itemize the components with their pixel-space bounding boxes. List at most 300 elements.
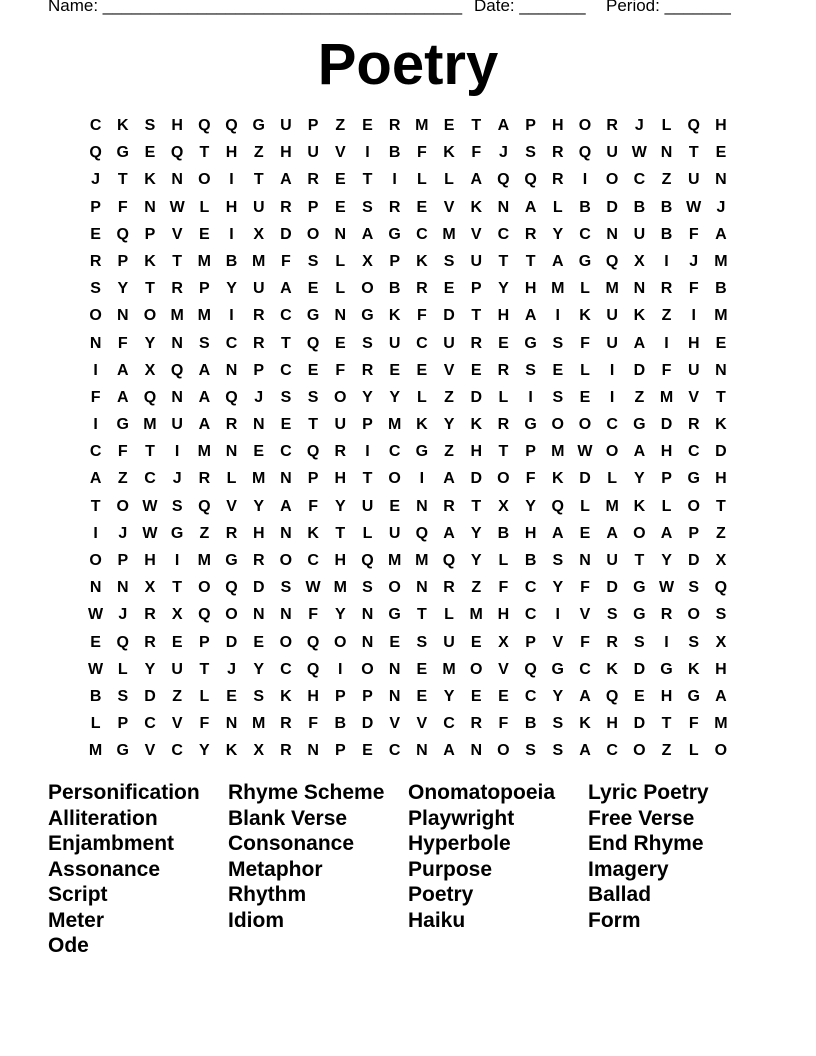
grid-letter[interactable]: T <box>199 144 210 162</box>
grid-letter[interactable]: O <box>334 388 347 406</box>
grid-letter[interactable]: I <box>93 361 98 379</box>
grid-letter[interactable]: A <box>552 252 564 270</box>
grid-letter[interactable]: Q <box>306 334 320 352</box>
grid-letter[interactable]: I <box>609 361 615 379</box>
grid-letter[interactable]: E <box>416 198 428 216</box>
grid-letter[interactable]: W <box>142 497 158 515</box>
grid-letter[interactable]: H <box>524 524 537 542</box>
grid-letter[interactable]: Z <box>253 144 264 162</box>
grid-letter[interactable]: T <box>253 171 264 189</box>
grid-letter[interactable]: N <box>497 198 510 216</box>
grid-letter[interactable]: M <box>143 416 157 434</box>
grid-letter[interactable]: V <box>470 225 482 243</box>
grid-letter[interactable]: P <box>525 633 536 651</box>
grid-letter[interactable]: U <box>606 552 618 569</box>
grid-letter[interactable]: T <box>716 497 726 515</box>
grid-letter[interactable]: Y <box>443 416 455 434</box>
grid-letter[interactable]: W <box>577 443 593 461</box>
grid-letter[interactable]: Q <box>306 633 320 651</box>
grid-letter[interactable]: G <box>551 660 564 678</box>
grid-letter[interactable]: Y <box>389 388 400 406</box>
grid-letter[interactable]: C <box>144 715 156 733</box>
grid-letter[interactable]: S <box>688 579 700 597</box>
grid-letter[interactable]: L <box>199 198 210 216</box>
grid-letter[interactable]: U <box>388 334 401 352</box>
grid-letter[interactable]: K <box>715 416 727 434</box>
grid-letter[interactable]: Q <box>361 552 374 569</box>
grid-letter[interactable]: Y <box>334 497 346 515</box>
grid-letter[interactable]: C <box>416 334 428 352</box>
grid-letter[interactable]: N <box>388 660 401 678</box>
grid-letter[interactable]: S <box>253 687 265 705</box>
grid-letter[interactable]: A <box>633 443 646 461</box>
grid-letter[interactable]: H <box>171 117 183 134</box>
grid-letter[interactable]: I <box>555 606 560 624</box>
grid-letter[interactable]: T <box>362 171 373 189</box>
grid-letter[interactable]: E <box>90 225 101 243</box>
grid-letter[interactable]: H <box>497 606 510 624</box>
grid-letter[interactable]: F <box>580 633 590 651</box>
grid-letter[interactable]: M <box>659 388 674 406</box>
grid-letter[interactable]: J <box>91 171 101 189</box>
grid-letter[interactable]: U <box>687 361 700 379</box>
grid-letter[interactable]: K <box>416 416 428 434</box>
grid-letter[interactable]: Q <box>524 660 537 678</box>
grid-letter[interactable]: W <box>88 606 104 624</box>
grid-letter[interactable]: K <box>443 144 455 162</box>
grid-letter[interactable]: M <box>605 497 619 515</box>
grid-letter[interactable]: Q <box>306 660 320 678</box>
grid-letter[interactable]: C <box>144 470 156 488</box>
grid-letter[interactable]: M <box>714 307 728 325</box>
grid-letter[interactable]: N <box>171 334 183 352</box>
grid-letter[interactable]: J <box>172 470 182 488</box>
grid-letter[interactable]: X <box>144 361 156 379</box>
grid-letter[interactable]: P <box>307 198 319 216</box>
grid-letter[interactable]: R <box>388 117 401 134</box>
grid-letter[interactable]: Y <box>498 280 509 298</box>
grid-letter[interactable]: E <box>362 117 373 134</box>
grid-letter[interactable]: A <box>524 198 537 216</box>
grid-letter[interactable]: B <box>388 144 401 162</box>
grid-letter[interactable]: Q <box>89 144 102 162</box>
grid-letter[interactable]: C <box>388 443 401 461</box>
grid-letter[interactable]: Z <box>444 443 454 461</box>
grid-letter[interactable]: R <box>552 144 564 162</box>
grid-letter[interactable]: N <box>633 280 646 298</box>
grid-letter[interactable]: R <box>225 416 238 434</box>
grid-letter[interactable]: E <box>552 361 564 379</box>
grid-letter[interactable]: L <box>335 280 346 298</box>
grid-letter[interactable]: H <box>687 334 700 352</box>
grid-letter[interactable]: P <box>117 552 129 569</box>
grid-letter[interactable]: I <box>229 171 234 189</box>
grid-letter[interactable]: J <box>118 606 128 624</box>
grid-letter[interactable]: T <box>661 715 672 733</box>
grid-letter[interactable]: D <box>280 225 292 243</box>
grid-letter[interactable]: S <box>362 334 373 352</box>
grid-letter[interactable]: R <box>198 470 211 488</box>
grid-letter[interactable]: T <box>117 171 128 189</box>
grid-letter[interactable]: F <box>117 443 128 461</box>
grid-letter[interactable]: I <box>365 144 370 162</box>
grid-letter[interactable]: R <box>497 416 510 434</box>
grid-letter[interactable]: V <box>171 715 183 733</box>
grid-letter[interactable]: K <box>117 117 129 134</box>
grid-letter[interactable]: B <box>524 715 537 733</box>
period-field[interactable]: Period: _______ <box>606 0 731 15</box>
grid-letter[interactable]: C <box>524 579 537 597</box>
grid-letter[interactable]: A <box>715 225 727 243</box>
grid-letter[interactable]: A <box>198 388 211 406</box>
grid-letter[interactable]: N <box>334 225 347 243</box>
grid-letter[interactable]: A <box>443 742 455 760</box>
grid-letter[interactable]: Z <box>634 388 645 406</box>
grid-letter[interactable]: Z <box>661 307 672 325</box>
grid-letter[interactable]: M <box>442 225 456 243</box>
grid-letter[interactable]: K <box>225 742 238 760</box>
grid-letter[interactable]: H <box>660 687 673 705</box>
grid-letter[interactable]: R <box>89 252 102 270</box>
grid-letter[interactable]: D <box>687 552 700 569</box>
grid-letter[interactable]: R <box>252 334 265 352</box>
grid-letter[interactable]: N <box>606 225 618 243</box>
grid-letter[interactable]: E <box>280 416 292 434</box>
grid-letter[interactable]: T <box>145 280 155 298</box>
grid-letter[interactable]: H <box>334 552 347 569</box>
grid-letter[interactable]: K <box>579 715 591 733</box>
grid-letter[interactable]: L <box>661 117 672 134</box>
grid-letter[interactable]: F <box>90 388 101 406</box>
grid-letter[interactable]: L <box>335 252 346 270</box>
grid-letter[interactable]: F <box>498 579 509 597</box>
grid-letter[interactable]: T <box>172 252 183 270</box>
grid-letter[interactable]: U <box>443 633 455 651</box>
grid-letter[interactable]: H <box>225 144 238 162</box>
grid-letter[interactable]: E <box>253 443 265 461</box>
grid-letter[interactable]: N <box>307 742 319 760</box>
grid-letter[interactable]: T <box>471 307 482 325</box>
grid-letter[interactable]: E <box>389 361 400 379</box>
grid-letter[interactable]: N <box>660 144 673 162</box>
grid-letter[interactable]: S <box>688 633 700 651</box>
grid-letter[interactable]: F <box>308 715 318 733</box>
grid-letter[interactable]: X <box>715 633 727 651</box>
grid-letter[interactable]: T <box>172 579 183 597</box>
grid-letter[interactable]: H <box>715 117 727 134</box>
grid-letter[interactable]: H <box>144 552 156 569</box>
grid-letter[interactable]: K <box>470 198 482 216</box>
grid-letter[interactable]: S <box>552 552 564 569</box>
grid-letter[interactable]: O <box>334 633 347 651</box>
grid-letter[interactable]: P <box>334 687 346 705</box>
grid-letter[interactable]: U <box>606 144 618 162</box>
grid-letter[interactable]: X <box>253 225 265 243</box>
grid-letter[interactable]: M <box>333 579 347 597</box>
grid-letter[interactable]: C <box>388 742 401 760</box>
grid-letter[interactable]: O <box>89 307 102 325</box>
grid-letter[interactable]: S <box>171 497 183 515</box>
grid-letter[interactable]: J <box>254 388 264 406</box>
grid-letter[interactable]: N <box>117 579 129 597</box>
grid-letter[interactable]: D <box>144 687 156 705</box>
grid-letter[interactable]: F <box>580 334 590 352</box>
grid-letter[interactable]: G <box>252 117 265 134</box>
grid-letter[interactable]: X <box>362 252 373 270</box>
grid-letter[interactable]: O <box>633 742 646 760</box>
grid-letter[interactable]: I <box>93 524 98 542</box>
grid-letter[interactable]: E <box>416 361 428 379</box>
grid-letter[interactable]: C <box>89 443 102 461</box>
grid-letter[interactable]: S <box>90 280 101 298</box>
grid-letter[interactable]: V <box>498 660 509 678</box>
grid-letter[interactable]: O <box>116 497 129 515</box>
grid-letter[interactable]: M <box>197 307 211 325</box>
grid-letter[interactable]: H <box>470 443 482 461</box>
grid-letter[interactable]: K <box>416 252 428 270</box>
grid-letter[interactable]: Q <box>116 633 129 651</box>
grid-letter[interactable]: K <box>552 470 564 488</box>
grid-letter[interactable]: A <box>579 687 591 705</box>
grid-letter[interactable]: R <box>660 280 673 298</box>
grid-letter[interactable]: I <box>582 171 588 189</box>
grid-letter[interactable]: N <box>715 171 727 189</box>
grid-letter[interactable]: I <box>528 388 533 406</box>
grid-letter[interactable]: G <box>633 416 646 434</box>
grid-letter[interactable]: N <box>171 171 183 189</box>
grid-letter[interactable]: K <box>633 497 646 515</box>
grid-letter[interactable]: T <box>199 660 210 678</box>
grid-letter[interactable]: K <box>470 416 482 434</box>
grid-letter[interactable]: I <box>229 225 234 243</box>
grid-letter[interactable]: S <box>280 388 292 406</box>
grid-letter[interactable]: D <box>225 633 238 651</box>
grid-letter[interactable]: F <box>335 361 346 379</box>
grid-letter[interactable]: Y <box>552 225 564 243</box>
grid-letter[interactable]: M <box>88 742 103 760</box>
grid-letter[interactable]: M <box>252 715 266 733</box>
grid-letter[interactable]: R <box>552 171 564 189</box>
grid-letter[interactable]: M <box>252 470 266 488</box>
grid-letter[interactable]: G <box>524 416 537 434</box>
grid-letter[interactable]: B <box>388 280 401 298</box>
grid-letter[interactable]: W <box>305 579 321 597</box>
grid-letter[interactable]: T <box>281 334 291 352</box>
grid-letter[interactable]: C <box>280 307 292 325</box>
grid-letter[interactable]: T <box>335 524 346 542</box>
grid-letter[interactable]: U <box>388 524 401 542</box>
grid-letter[interactable]: E <box>199 225 210 243</box>
grid-letter[interactable]: W <box>88 660 104 678</box>
grid-letter[interactable]: E <box>443 117 455 134</box>
grid-letter[interactable]: A <box>497 117 510 134</box>
grid-letter[interactable]: E <box>334 334 346 352</box>
grid-letter[interactable]: R <box>443 579 455 597</box>
grid-letter[interactable]: B <box>524 552 537 569</box>
grid-letter[interactable]: P <box>199 280 210 298</box>
grid-letter[interactable]: F <box>688 225 699 243</box>
grid-letter[interactable]: O <box>198 171 211 189</box>
grid-letter[interactable]: M <box>442 660 456 678</box>
grid-letter[interactable]: A <box>280 280 292 298</box>
grid-letter[interactable]: S <box>362 579 373 597</box>
grid-letter[interactable]: O <box>388 470 401 488</box>
grid-letter[interactable]: U <box>171 660 183 678</box>
grid-letter[interactable]: V <box>443 361 455 379</box>
grid-letter[interactable]: M <box>387 552 402 569</box>
grid-letter[interactable]: O <box>143 307 157 325</box>
grid-letter[interactable]: Z <box>661 742 672 760</box>
grid-letter[interactable]: H <box>524 280 537 298</box>
grid-letter[interactable]: M <box>197 443 211 461</box>
grid-letter[interactable]: Y <box>525 497 536 515</box>
grid-letter[interactable]: U <box>171 416 183 434</box>
grid-letter[interactable]: A <box>660 524 673 542</box>
grid-letter[interactable]: Q <box>198 606 211 624</box>
grid-letter[interactable]: C <box>633 171 646 189</box>
grid-letter[interactable]: J <box>498 144 508 162</box>
grid-letter[interactable]: I <box>338 660 343 678</box>
grid-letter[interactable]: V <box>226 497 237 515</box>
grid-letter[interactable]: C <box>280 361 292 379</box>
grid-letter[interactable]: H <box>334 470 347 488</box>
grid-letter[interactable]: H <box>660 443 673 461</box>
grid-letter[interactable]: O <box>225 606 238 624</box>
grid-letter[interactable]: K <box>606 660 618 678</box>
grid-letter[interactable]: G <box>633 579 646 597</box>
grid-letter[interactable]: Z <box>117 470 128 488</box>
grid-letter[interactable]: C <box>579 660 591 678</box>
grid-letter[interactable]: T <box>471 117 482 134</box>
grid-letter[interactable]: A <box>606 524 618 542</box>
grid-letter[interactable]: Q <box>442 552 456 569</box>
grid-letter[interactable]: C <box>416 225 428 243</box>
grid-letter[interactable]: X <box>253 742 265 760</box>
grid-letter[interactable]: Y <box>443 687 455 705</box>
grid-letter[interactable]: A <box>552 524 564 542</box>
grid-letter[interactable]: M <box>469 606 483 624</box>
grid-letter[interactable]: S <box>117 687 129 705</box>
grid-letter[interactable]: O <box>605 171 619 189</box>
grid-letter[interactable]: Z <box>172 687 183 705</box>
grid-letter[interactable]: Q <box>605 252 619 270</box>
grid-letter[interactable]: R <box>416 280 428 298</box>
grid-letter[interactable]: X <box>498 633 509 651</box>
grid-letter[interactable]: U <box>252 280 265 298</box>
grid-letter[interactable]: A <box>579 742 591 760</box>
grid-letter[interactable]: S <box>525 144 536 162</box>
grid-letter[interactable]: K <box>144 252 156 270</box>
grid-letter[interactable]: O <box>578 416 592 434</box>
grid-letter[interactable]: T <box>716 388 726 406</box>
grid-letter[interactable]: U <box>361 497 374 515</box>
grid-letter[interactable]: F <box>308 497 318 515</box>
grid-letter[interactable]: P <box>525 117 536 134</box>
grid-letter[interactable]: P <box>334 742 346 760</box>
grid-letter[interactable]: R <box>443 497 455 515</box>
grid-letter[interactable]: Q <box>687 117 700 134</box>
grid-letter[interactable]: Y <box>470 552 482 569</box>
grid-letter[interactable]: Z <box>335 117 346 134</box>
grid-letter[interactable]: Q <box>225 579 238 597</box>
grid-letter[interactable]: C <box>443 715 455 733</box>
grid-letter[interactable]: S <box>199 334 210 352</box>
grid-letter[interactable]: I <box>664 633 669 651</box>
grid-letter[interactable]: D <box>443 307 455 325</box>
grid-letter[interactable]: Y <box>117 280 129 298</box>
grid-letter[interactable]: B <box>579 198 591 216</box>
grid-letter[interactable]: R <box>307 171 319 189</box>
grid-letter[interactable]: G <box>116 742 129 760</box>
name-field[interactable]: Name: ______________________________________ <box>48 0 463 15</box>
grid-letter[interactable]: O <box>497 470 510 488</box>
grid-letter[interactable]: S <box>606 606 618 624</box>
grid-letter[interactable]: P <box>253 361 265 379</box>
grid-letter[interactable]: R <box>470 334 482 352</box>
grid-letter[interactable]: M <box>252 252 266 270</box>
grid-letter[interactable]: U <box>470 252 482 270</box>
grid-letter[interactable]: D <box>606 198 618 216</box>
grid-letter[interactable]: H <box>225 198 238 216</box>
grid-letter[interactable]: E <box>307 280 319 298</box>
grid-letter[interactable]: I <box>419 470 425 488</box>
grid-letter[interactable]: L <box>580 280 590 298</box>
grid-letter[interactable]: U <box>252 198 265 216</box>
grid-letter[interactable]: F <box>498 715 509 733</box>
grid-letter[interactable]: R <box>361 361 374 379</box>
grid-letter[interactable]: X <box>634 252 645 270</box>
grid-letter[interactable]: P <box>470 280 482 298</box>
grid-letter[interactable]: O <box>497 742 510 760</box>
grid-letter[interactable]: I <box>664 334 669 352</box>
grid-letter[interactable]: C <box>307 552 319 569</box>
grid-letter[interactable]: Z <box>471 579 482 597</box>
grid-letter[interactable]: I <box>229 307 234 325</box>
grid-letter[interactable]: L <box>444 171 454 189</box>
grid-letter[interactable]: A <box>280 497 292 515</box>
grid-letter[interactable]: R <box>144 633 156 651</box>
grid-letter[interactable]: F <box>661 361 672 379</box>
grid-letter[interactable]: R <box>280 198 292 216</box>
grid-letter[interactable]: Z <box>716 524 726 542</box>
grid-letter[interactable]: G <box>170 524 184 542</box>
grid-letter[interactable]: E <box>634 687 645 705</box>
grid-letter[interactable]: Q <box>714 579 728 597</box>
grid-letter[interactable]: Y <box>470 524 482 542</box>
grid-letter[interactable]: D <box>470 388 482 406</box>
grid-letter[interactable]: N <box>388 687 401 705</box>
grid-letter[interactable]: S <box>552 334 564 352</box>
grid-letter[interactable]: Q <box>170 144 184 162</box>
grid-letter[interactable]: E <box>470 633 482 651</box>
grid-letter[interactable]: R <box>334 443 347 461</box>
grid-letter[interactable]: Q <box>170 361 184 379</box>
grid-letter[interactable]: R <box>144 606 156 624</box>
grid-letter[interactable]: F <box>525 470 536 488</box>
grid-letter[interactable]: P <box>389 252 400 270</box>
grid-letter[interactable]: N <box>89 334 102 352</box>
grid-letter[interactable]: A <box>443 524 455 542</box>
grid-letter[interactable]: M <box>551 280 565 298</box>
grid-letter[interactable]: N <box>252 606 265 624</box>
grid-letter[interactable]: N <box>416 742 428 760</box>
grid-letter[interactable]: V <box>334 144 346 162</box>
grid-letter[interactable]: S <box>552 388 564 406</box>
grid-letter[interactable]: O <box>388 579 401 597</box>
grid-letter[interactable]: D <box>252 579 265 597</box>
grid-letter[interactable]: O <box>714 742 728 760</box>
grid-letter[interactable]: O <box>469 660 483 678</box>
